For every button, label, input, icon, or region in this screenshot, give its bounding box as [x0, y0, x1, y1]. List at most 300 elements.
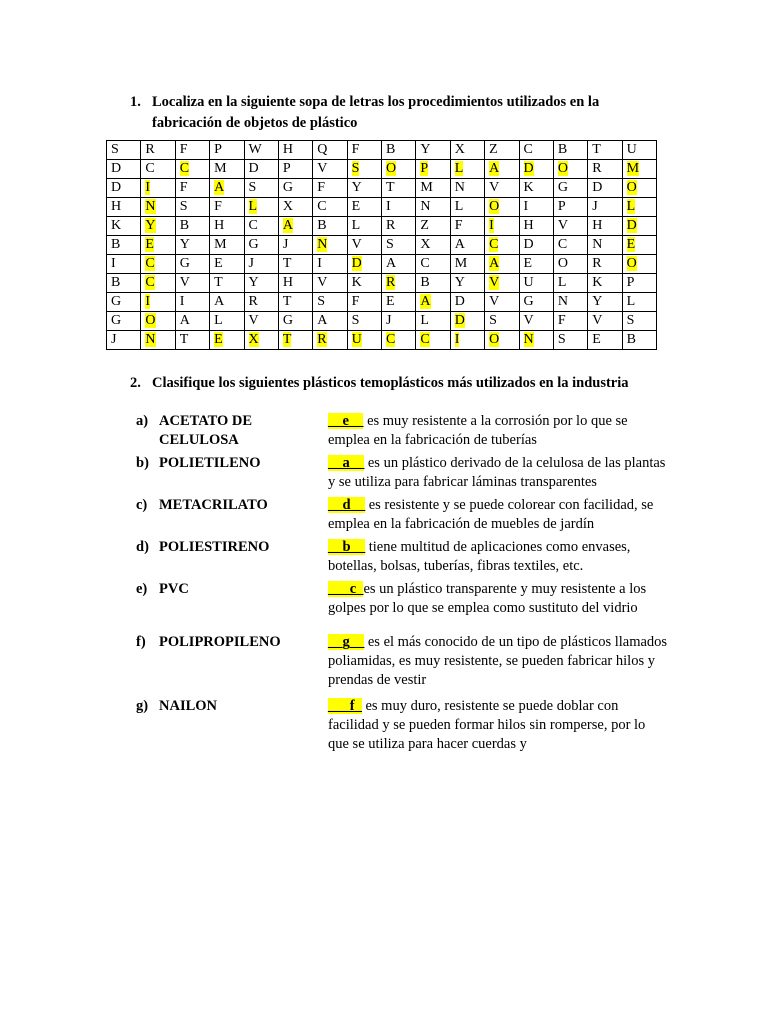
item-text: es muy resistente a la corrosión por lo que se emplea en la fabricación de tuberías	[328, 413, 628, 448]
item-letter: e)	[136, 581, 148, 597]
grid-letter: B	[626, 332, 636, 347]
item-text: es el más conocido de un tipo de plásticos llamados poliamidas, es muy resistente, se pueden fabricar hilos y prendas de vestir	[328, 634, 668, 688]
grid-cell	[175, 274, 209, 293]
grid-cell	[107, 141, 141, 160]
grid-letter: V	[179, 275, 190, 290]
grid-letter: N	[317, 237, 328, 252]
grid-letter: S	[489, 313, 497, 328]
grid-cell	[416, 255, 450, 274]
grid-cell	[278, 293, 312, 312]
item-answer: ___c_	[328, 581, 364, 597]
grid-cell	[210, 293, 244, 312]
grid-cell	[313, 141, 347, 160]
grid-cell	[107, 255, 141, 274]
grid-cell	[588, 236, 622, 255]
grid-letter: B	[420, 275, 430, 290]
grid-letter: K	[351, 275, 362, 290]
grid-cell	[588, 141, 622, 160]
grid-letter: I	[179, 294, 185, 309]
grid-cell	[450, 331, 484, 350]
grid-cell	[278, 312, 312, 331]
grid-cell	[382, 312, 416, 331]
grid-letter: D	[523, 161, 534, 176]
grid-letter: A	[214, 294, 225, 309]
grid-cell	[244, 160, 278, 179]
grid-letter: F	[317, 180, 326, 195]
grid-cell	[347, 293, 381, 312]
grid-cell	[313, 198, 347, 217]
grid-letter: R	[248, 294, 258, 309]
grid-cell	[553, 274, 587, 293]
grid-cell	[519, 293, 553, 312]
grid-letter: F	[179, 180, 188, 195]
grid-cell	[553, 331, 587, 350]
grid-cell	[210, 274, 244, 293]
grid-letter: T	[386, 180, 395, 195]
grid-letter: A	[282, 218, 293, 233]
grid-letter: D	[454, 313, 465, 328]
grid-cell	[141, 198, 175, 217]
grid-cell	[519, 198, 553, 217]
grid-cell	[210, 160, 244, 179]
grid-letter: F	[454, 218, 463, 233]
grid-letter: K	[592, 275, 603, 290]
grid-cell	[622, 274, 656, 293]
grid-letter: W	[248, 142, 262, 157]
grid-cell	[210, 179, 244, 198]
grid-letter: T	[592, 142, 601, 157]
grid-cell	[313, 274, 347, 293]
grid-row	[107, 331, 657, 350]
grid-row	[107, 198, 657, 217]
grid-letter: B	[111, 275, 121, 290]
question-1-title: Localiza en la siguiente sopa de letras los procedimientos utilizados en la fabricación de objetos de plástico	[152, 94, 600, 131]
grid-cell	[485, 141, 519, 160]
grid-letter: H	[523, 218, 534, 233]
question-1	[130, 92, 650, 134]
grid-letter: L	[626, 294, 636, 309]
grid-cell	[416, 274, 450, 293]
grid-letter: P	[420, 161, 429, 176]
grid-letter: I	[454, 332, 460, 347]
grid-letter: M	[626, 161, 640, 176]
grid-letter: G	[282, 313, 293, 328]
grid-cell	[485, 179, 519, 198]
grid-letter: A	[420, 294, 431, 309]
grid-letter: N	[145, 199, 156, 214]
grid-cell	[450, 217, 484, 236]
item-name: PVC	[159, 581, 189, 597]
grid-letter: S	[248, 180, 257, 195]
grid-letter: L	[557, 275, 567, 290]
grid-cell	[107, 179, 141, 198]
item-text: es un plástico derivado de la celulosa de las plantas y se utiliza para fabricar láminas transparentes	[328, 455, 666, 490]
grid-cell	[278, 179, 312, 198]
grid-cell	[141, 160, 175, 179]
grid-letter: A	[489, 256, 500, 271]
grid-cell	[382, 141, 416, 160]
grid-cell	[416, 179, 450, 198]
grid-cell	[347, 236, 381, 255]
grid-letter: R	[592, 161, 602, 176]
grid-cell	[313, 217, 347, 236]
grid-cell	[382, 160, 416, 179]
grid-cell	[622, 179, 656, 198]
grid-letter: S	[351, 161, 360, 176]
grid-cell	[244, 217, 278, 236]
grid-cell	[382, 255, 416, 274]
grid-letter: O	[626, 180, 637, 195]
grid-cell	[347, 198, 381, 217]
grid-cell	[519, 312, 553, 331]
grid-letter: L	[454, 199, 464, 214]
grid-cell	[450, 179, 484, 198]
grid-cell	[107, 236, 141, 255]
grid-letter: D	[248, 161, 259, 176]
grid-letter: D	[351, 256, 362, 271]
grid-cell	[416, 236, 450, 255]
grid-cell	[588, 274, 622, 293]
grid-row	[107, 274, 657, 293]
grid-letter: A	[179, 313, 190, 328]
grid-letter: A	[386, 256, 397, 271]
grid-cell	[141, 293, 175, 312]
grid-letter: N	[145, 332, 156, 347]
grid-letter: O	[489, 199, 500, 214]
grid-cell	[278, 331, 312, 350]
grid-letter: N	[454, 180, 465, 195]
item-name: POLIESTIRENO	[159, 539, 270, 555]
grid-cell	[175, 141, 209, 160]
grid-letter: T	[282, 332, 292, 347]
grid-cell	[553, 198, 587, 217]
grid-letter: E	[214, 256, 223, 271]
grid-letter: V	[489, 275, 500, 290]
grid-letter: S	[111, 142, 119, 157]
grid-cell	[622, 198, 656, 217]
grid-cell	[485, 274, 519, 293]
grid-letter: K	[523, 180, 534, 195]
grid-letter: M	[454, 256, 468, 271]
grid-cell	[622, 141, 656, 160]
grid-cell	[210, 331, 244, 350]
grid-row	[107, 236, 657, 255]
grid-letter: O	[557, 256, 568, 271]
grid-letter: R	[386, 218, 396, 233]
grid-cell	[347, 312, 381, 331]
item-answer: __g__	[328, 634, 365, 650]
grid-cell	[313, 255, 347, 274]
grid-letter: D	[111, 161, 122, 176]
grid-letter: F	[351, 294, 360, 309]
grid-cell	[553, 217, 587, 236]
grid-letter: C	[179, 161, 190, 176]
grid-cell	[141, 331, 175, 350]
grid-cell	[553, 141, 587, 160]
grid-letter: L	[351, 218, 361, 233]
item-name: METACRILATO	[159, 497, 268, 513]
grid-cell	[519, 255, 553, 274]
grid-letter: Y	[420, 142, 431, 157]
grid-cell	[141, 179, 175, 198]
grid-letter: E	[351, 199, 361, 214]
grid-row	[107, 217, 657, 236]
grid-letter: H	[282, 275, 293, 290]
grid-cell	[485, 217, 519, 236]
grid-letter: J	[592, 199, 598, 214]
grid-cell	[278, 274, 312, 293]
grid-cell	[485, 312, 519, 331]
grid-letter: C	[145, 161, 155, 176]
grid-letter: B	[317, 218, 327, 233]
grid-letter: E	[592, 332, 601, 347]
grid-cell	[244, 331, 278, 350]
grid-row	[107, 141, 657, 160]
grid-letter: G	[523, 294, 534, 309]
grid-cell	[175, 179, 209, 198]
grid-cell	[107, 274, 141, 293]
grid-letter: N	[592, 237, 603, 252]
grid-cell	[588, 198, 622, 217]
grid-cell	[141, 217, 175, 236]
grid-letter: F	[179, 142, 188, 157]
item-description	[328, 538, 668, 576]
grid-cell	[450, 293, 484, 312]
grid-cell	[313, 293, 347, 312]
grid-cell	[553, 312, 587, 331]
grid-letter: C	[248, 218, 258, 233]
grid-letter: C	[420, 256, 430, 271]
item-letter: a)	[136, 413, 149, 429]
grid-cell	[313, 312, 347, 331]
grid-cell	[175, 236, 209, 255]
grid-letter: P	[282, 161, 291, 176]
grid-row	[107, 160, 657, 179]
grid-letter: X	[248, 332, 259, 347]
grid-cell	[485, 160, 519, 179]
grid-letter: L	[626, 199, 636, 214]
grid-letter: C	[145, 275, 155, 290]
grid-cell	[278, 141, 312, 160]
question-2	[130, 373, 690, 394]
grid-cell	[588, 331, 622, 350]
grid-cell	[347, 160, 381, 179]
grid-cell	[519, 217, 553, 236]
grid-cell	[450, 160, 484, 179]
grid-letter: H	[282, 142, 293, 157]
grid-letter: U	[351, 332, 362, 347]
grid-cell	[244, 312, 278, 331]
grid-letter: V	[557, 218, 568, 233]
grid-letter: Y	[592, 294, 603, 309]
grid-cell	[175, 160, 209, 179]
grid-cell	[450, 198, 484, 217]
grid-letter: S	[386, 237, 394, 252]
grid-letter: E	[626, 237, 636, 252]
grid-letter: R	[592, 256, 602, 271]
grid-cell	[210, 236, 244, 255]
grid-cell	[175, 217, 209, 236]
grid-cell	[175, 312, 209, 331]
item-text: tiene multitud de aplicaciones como envases, botellas, bolsas, tuberías, fibras textiles, etc.	[328, 539, 631, 574]
item-name: ACETATO DE CELULOSA	[159, 413, 253, 448]
grid-letter: S	[351, 313, 360, 328]
grid-letter: S	[317, 294, 326, 309]
grid-cell	[553, 179, 587, 198]
grid-letter: Y	[351, 180, 362, 195]
grid-letter: A	[454, 237, 465, 252]
grid-letter: N	[420, 199, 431, 214]
grid-letter: D	[454, 294, 465, 309]
grid-row	[107, 179, 657, 198]
grid-cell	[278, 255, 312, 274]
grid-letter: A	[317, 313, 328, 328]
grid-letter: H	[111, 199, 122, 214]
item-description	[328, 580, 668, 618]
grid-cell	[244, 274, 278, 293]
grid-cell	[210, 255, 244, 274]
grid-cell	[244, 236, 278, 255]
grid-letter: G	[111, 294, 122, 309]
grid-letter: R	[145, 142, 155, 157]
grid-letter: G	[557, 180, 568, 195]
grid-row	[107, 312, 657, 331]
grid-letter: E	[214, 332, 223, 347]
grid-letter: B	[386, 142, 396, 157]
grid-cell	[519, 141, 553, 160]
grid-cell	[382, 274, 416, 293]
grid-cell	[382, 236, 416, 255]
grid-letter: V	[489, 180, 500, 195]
item-answer: __d__	[328, 497, 366, 513]
question-2-title: Clasifique los siguientes plásticos temoplásticos más utilizados en la industria	[152, 375, 629, 391]
grid-cell	[485, 293, 519, 312]
grid-letter: B	[111, 237, 121, 252]
grid-letter: C	[145, 256, 155, 271]
grid-cell	[347, 274, 381, 293]
grid-letter: Y	[454, 275, 465, 290]
grid-cell	[210, 198, 244, 217]
grid-letter: H	[592, 218, 603, 233]
grid-letter: L	[420, 313, 429, 328]
grid-letter: Z	[489, 142, 498, 157]
grid-letter: D	[626, 218, 637, 233]
grid-cell	[313, 179, 347, 198]
grid-cell	[416, 217, 450, 236]
grid-letter: F	[214, 199, 222, 214]
item-text: es muy duro, resistente se puede doblar con facilidad y se pueden formar hilos sin romperse, por lo que se utiliza para hacer cuerdas y	[328, 698, 646, 752]
grid-letter: O	[489, 332, 500, 347]
item-answer: __b__	[328, 539, 366, 555]
grid-letter: O	[145, 313, 156, 328]
grid-cell	[175, 293, 209, 312]
item-letter: d)	[136, 539, 149, 555]
grid-cell	[347, 217, 381, 236]
item-answer: __a__	[328, 455, 365, 471]
grid-letter: U	[523, 275, 534, 290]
grid-letter: M	[420, 180, 433, 195]
grid-cell	[485, 198, 519, 217]
grid-cell	[244, 179, 278, 198]
grid-letter: M	[214, 237, 227, 252]
grid-letter: I	[489, 218, 494, 233]
grid-letter: D	[523, 237, 534, 252]
grid-cell	[588, 255, 622, 274]
grid-cell	[416, 198, 450, 217]
grid-letter: D	[592, 180, 603, 195]
grid-cell	[278, 217, 312, 236]
grid-letter: G	[111, 313, 122, 328]
grid-cell	[416, 312, 450, 331]
grid-cell	[382, 217, 416, 236]
item-description	[328, 496, 668, 534]
grid-letter: S	[557, 332, 566, 347]
grid-letter: Y	[179, 237, 190, 252]
grid-letter: I	[145, 294, 151, 309]
grid-cell	[175, 331, 209, 350]
grid-letter: V	[523, 313, 534, 328]
grid-cell	[450, 141, 484, 160]
grid-letter: O	[626, 256, 637, 271]
grid-cell	[313, 160, 347, 179]
grid-letter: L	[454, 161, 464, 176]
grid-row	[107, 255, 657, 274]
grid-cell	[141, 141, 175, 160]
grid-cell	[175, 255, 209, 274]
grid-letter: X	[454, 142, 465, 157]
grid-letter: I	[523, 199, 529, 214]
grid-cell	[622, 160, 656, 179]
grid-cell	[588, 217, 622, 236]
grid-cell	[107, 293, 141, 312]
grid-letter: U	[626, 142, 637, 157]
item-letter: f)	[136, 634, 146, 650]
grid-letter: I	[386, 199, 391, 214]
grid-cell	[553, 255, 587, 274]
grid-letter: C	[489, 237, 499, 252]
grid-letter: N	[557, 294, 568, 309]
grid-cell	[416, 141, 450, 160]
grid-letter: O	[557, 161, 568, 176]
item-answer: __e__	[328, 413, 364, 429]
question-2-number: 2.	[130, 375, 141, 391]
grid-letter: R	[386, 275, 396, 290]
grid-letter: V	[248, 313, 259, 328]
grid-letter: T	[179, 332, 189, 347]
item-letter: g)	[136, 698, 149, 714]
item-description	[328, 412, 668, 450]
grid-cell	[588, 160, 622, 179]
grid-letter: A	[214, 180, 225, 195]
grid-cell	[519, 331, 553, 350]
grid-cell	[210, 141, 244, 160]
grid-letter: F	[557, 313, 566, 328]
grid-letter: V	[592, 313, 603, 328]
grid-letter: H	[214, 218, 225, 233]
grid-cell	[313, 331, 347, 350]
grid-cell	[450, 255, 484, 274]
grid-cell	[278, 236, 312, 255]
grid-letter: I	[317, 256, 322, 271]
grid-letter: J	[386, 313, 392, 328]
grid-cell	[141, 236, 175, 255]
grid-letter: Z	[420, 218, 429, 233]
grid-cell	[485, 255, 519, 274]
grid-cell	[519, 160, 553, 179]
item-text: es resistente y se puede colorear con facilidad, se emplea en la fabricación de muebles de jardín	[328, 497, 654, 532]
grid-letter: J	[248, 256, 254, 271]
grid-letter: P	[626, 275, 635, 290]
